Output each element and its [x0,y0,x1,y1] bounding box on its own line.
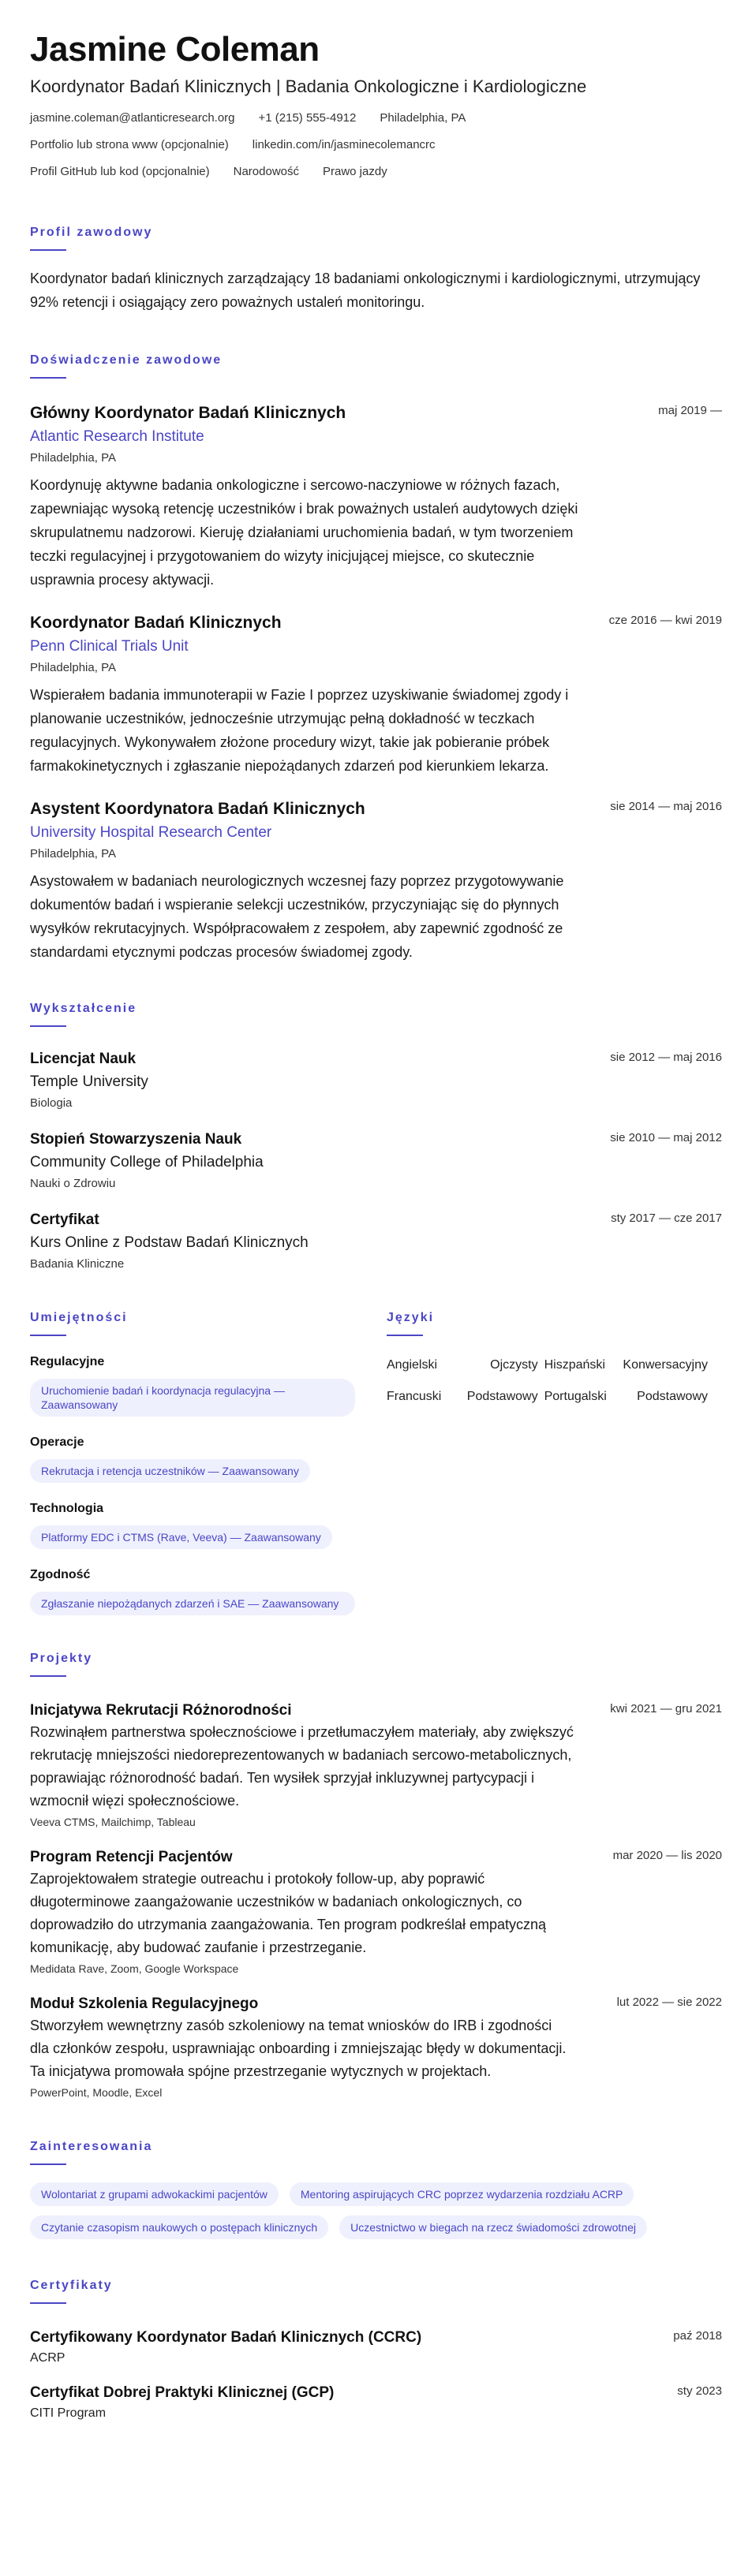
section-heading: Doświadczenie zawodowe [30,353,223,367]
degree-title: Certyfikat [30,1211,99,1228]
school-name: Temple University [30,1073,148,1090]
entry-dates: sty 2023 [677,2384,722,2398]
skill-category: Technologia [30,1502,104,1515]
interest-chip: Uczestnictwo w biegach na rzecz świadomości zdrowotnej [339,2216,647,2239]
entry-dates: sie 2010 — maj 2012 [610,1131,722,1144]
section-heading: Certyfikaty [30,2279,113,2292]
language-level: Podstawowy [466,1390,538,1403]
project-entry [30,1994,722,2100]
degree-title: Stopień Stowarzyszenia Nauk [30,1131,242,1148]
project-tools: PowerPoint, Moodle, Excel [30,2086,163,2099]
contact-linkedin[interactable]: linkedin.com/in/jasminecolemancrc [252,138,436,151]
school-name: Kurs Online z Podstaw Badań Klinicznych [30,1234,309,1251]
entry-dates: sie 2012 — maj 2016 [610,1051,722,1064]
section-heading: Projekty [30,1652,93,1665]
entry-dates: paź 2018 [673,2329,722,2343]
interest-chip: Wolontariat z grupami adwokackimi pacjentów [30,2182,279,2206]
section-heading: Języki [387,1311,435,1324]
company-name: Atlantic Research Institute [30,428,204,445]
experience-entry [30,402,722,592]
contact-driving-license: Prawo jazdy [323,165,387,178]
contact-github[interactable]: Profil GitHub lub kod (opcjonalnie) [30,165,210,178]
section-divider [30,1675,66,1677]
interests-section [30,2138,722,2239]
certifications-section [30,2277,722,2422]
interest-chip: Czytanie czasopism naukowych o postępach klinicznych [30,2216,328,2239]
section-divider [30,377,66,379]
education-entry [30,1210,722,1273]
certification-title: Certyfikat Dobrej Praktyki Klinicznej (GCP) [30,2384,335,2401]
experience-section [30,352,722,964]
project-tools: Veeva CTMS, Mailchimp, Tableau [30,1816,196,1828]
experience-entry [30,798,722,964]
section-heading: Umiejętności [30,1311,128,1324]
profile-summary: Koordynator badań klinicznych zarządzający 18 badaniami onkologicznymi i kardiologicznymi, utrzymujący 92% retencji i osiągający zero poważnych ustaleń monitoringu. [30,271,701,310]
skill-chip: Platformy EDC i CTMS (Rave, Veeva) — Zaawansowany [30,1525,332,1549]
company-name: University Hospital Research Center [30,824,272,841]
projects-section [30,1650,722,2100]
degree-title: Licencjat Nauk [30,1051,137,1067]
languages-list [387,1358,714,1404]
languages-column [387,1309,714,1615]
school-name: Community College of Philadelphia [30,1154,264,1170]
job-location: Philadelphia, PA [30,451,116,465]
field-of-study: Biologia [30,1096,73,1110]
contact-row [30,110,722,126]
job-title: Koordynator Badań Klinicznych [30,614,282,632]
education-entry [30,1049,722,1112]
entry-dates: cze 2016 — kwi 2019 [608,614,722,627]
entry-dates: kwi 2021 — gru 2021 [610,1702,722,1715]
language-level: Podstawowy [637,1390,708,1403]
skills-languages-section [30,1309,722,1615]
candidate-name: Jasmine Coleman [30,30,320,69]
skill-category: Regulacyjne [30,1355,105,1368]
company-name: Penn Clinical Trials Unit [30,638,189,655]
project-description: Rozwinąłem partnerstwa społecznościowe i przetłumaczyłem materiały, aby zwiększyć rekrutację mniejszości niedoreprezentowanych w badaniach sercowo-metabolicznych, poprawiając różnorodność badań. Ten wysiłek sprzyjał inkluzywnej partycypacji i wzmocnił więzi społecznościowe. [30,1724,574,1809]
job-title: Asystent Koordynatora Badań Klinicznych [30,800,365,818]
skill-chip: Rekrutacja i retencja uczestników — Zaawansowany [30,1459,310,1483]
entry-dates: lut 2022 — sie 2022 [616,1995,722,2009]
section-heading: Zainteresowania [30,2140,153,2153]
project-title: Moduł Szkolenia Regulacyjnego [30,1995,259,2012]
project-entry [30,1701,722,1830]
project-title: Program Retencji Pacjentów [30,1849,233,1865]
language-name: Angielski [387,1358,438,1372]
interest-chip: Mentoring aspirujących CRC poprzez wydarzenia rozdziału ACRP [290,2182,634,2206]
certification-title: Certyfikowany Koordynator Badań Klinicznych (CCRC) [30,2329,422,2346]
skills-column [30,1309,355,1615]
project-tools: Medidata Rave, Zoom, Google Workspace [30,1962,239,1975]
project-description: Zaprojektowałem strategie outreachu i protokoły follow-up, aby poprawić długoterminowe zaangażowanie uczestników w badaniach onkologicznych, co doprowadziło do utrzymania zaangażowania. Ten program podkreślał empatyczną komunikację, aby budować zaufanie i przestrzeganie. [30,1871,547,1955]
certification-issuer: CITI Program [30,2406,107,2420]
skill-chip: Zgłaszanie niepożądanych zdarzeń i SAE — Zaawansowany [30,1592,355,1615]
contact-row [30,164,722,180]
job-description: Asystowałem w badaniach neurologicznych wczesnej fazy poprzez przygotowywanie dokumentów badań i wspieranie selekcji uczestników, przyczyniając się do płynnych wysyłków rekrutacyjnych. Współpracowałem z zespołem, aby zapewnić zgodność ze standardami etycznymi podczas procesów świadomej zgody. [30,873,564,960]
language-level: Ojczysty [490,1358,538,1372]
skill-chip: Uruchomienie badań i koordynacja regulacyjna — Zaawansowany [30,1379,355,1417]
certification-entry [30,2328,722,2367]
section-divider [30,2302,66,2304]
field-of-study: Nauki o Zdrowiu [30,1177,116,1190]
section-heading: Profil zawodowy [30,226,153,239]
entry-dates: mar 2020 — lis 2020 [612,1849,722,1862]
entry-dates: maj 2019 — [658,404,722,417]
education-section [30,1000,722,1273]
field-of-study: Badania Kliniczne [30,1257,125,1271]
language-name: Francuski [387,1390,442,1403]
candidate-title: Koordynator Badań Klinicznych | Badania Onkologiczne i Kardiologiczne [30,77,587,96]
profile-section [30,224,722,314]
job-description: Koordynuję aktywne badania onkologiczne i sercowo-naczyniowe w różnych fazach, zapewniając wysoką retencję uczestników i brak poważnych ustaleń audytowych dzięki skrupulatnemu nadzorowi. Kieruję działaniami uruchomienia badań, w tym tworzeniem teczki regulacyjnej i przygotowaniem do wizyty inicjującej miejsce, co skutecznie usprawnia procesy aktywacji. [30,477,578,588]
contact-email[interactable]: jasmine.coleman@atlanticresearch.org [30,111,235,125]
job-title: Główny Koordynator Badań Klinicznych [30,404,346,422]
language-level: Konwersacyjny [623,1358,708,1372]
section-divider [30,2163,66,2165]
language-name: Hiszpański [544,1358,605,1372]
project-entry [30,1847,722,1977]
certification-entry [30,2383,722,2422]
section-divider [30,249,66,251]
section-heading: Wykształcenie [30,1002,137,1015]
education-entry [30,1129,722,1193]
job-description: Wspierałem badania immunoterapii w Fazie I poprzez uzyskiwanie świadomej zgody i planowanie uczestników, jednocześnie utrzymując pełną dokładność w teczkach regulacyjnych. Wykonywałem złożone procedury wizyt, takie jak pobieranie próbek farmakokinetycznych i zgłaszanie niepożądanych zdarzeń pod kierunkiem lekarza. [30,687,569,774]
experience-entry [30,612,722,778]
contact-portfolio[interactable]: Portfolio lub strona www (opcjonalnie) [30,138,229,151]
entry-dates: sie 2014 — maj 2016 [610,800,722,813]
contact-row [30,137,722,153]
job-location: Philadelphia, PA [30,661,116,674]
section-divider [30,1025,66,1027]
certification-issuer: ACRP [30,2351,65,2365]
project-description: Stworzyłem wewnętrzny zasób szkoleniowy na temat wniosków do IRB i zgodności dla członków zespołu, usprawniając onboarding i zmniejszając błędy w dokumentacji. Ta inicjatywa promowała spójne przestrzeganie wytycznych w projektach. [30,2018,567,2079]
contact-phone[interactable]: +1 (215) 555-4912 [258,111,357,125]
skill-category: Operacje [30,1435,84,1449]
language-name: Portugalski [544,1390,607,1403]
project-title: Inicjatywa Rekrutacji Różnorodności [30,1702,292,1719]
skill-category: Zgodność [30,1568,91,1581]
section-divider [30,1335,66,1336]
section-divider [387,1335,423,1336]
entry-dates: sty 2017 — cze 2017 [611,1211,722,1225]
job-location: Philadelphia, PA [30,847,116,861]
contact-location: Philadelphia, PA [380,111,466,125]
interests-list [30,2182,724,2239]
contact-nationality: Narodowość [233,165,299,178]
